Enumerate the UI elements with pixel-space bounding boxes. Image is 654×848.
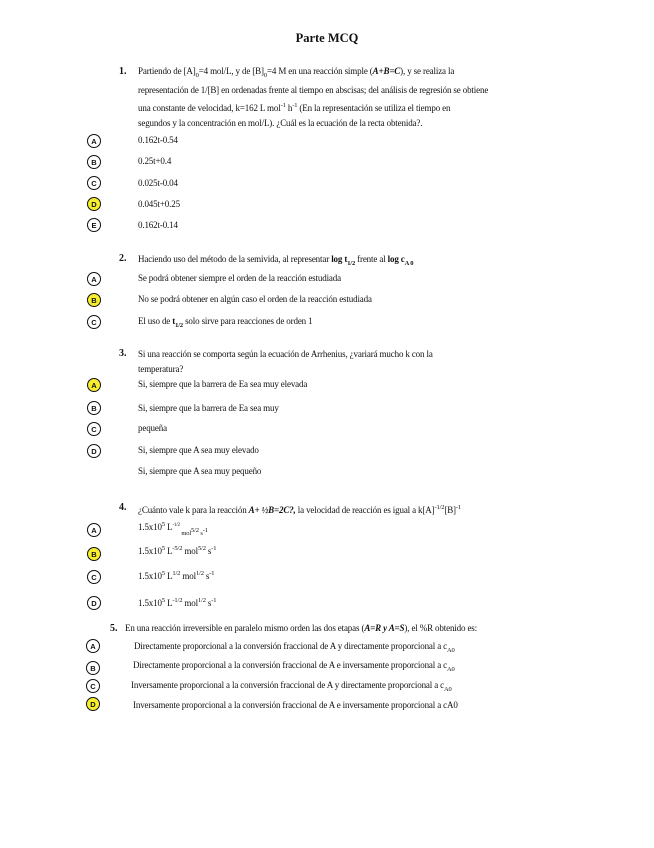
q5-d-text: Inversamente proporcional a la conversión fraccional de A e inversamente proporcional a cA0: [133, 700, 458, 710]
q4-d-u2: mol: [182, 598, 198, 608]
q2-c-text-a: El uso de: [138, 316, 173, 326]
q2-option-a-radio[interactable]: A: [87, 272, 101, 286]
q2-option-a-text: Se podrá obtener siempre el orden de la reacción estudiada: [138, 273, 341, 283]
q2-text-b: frente al: [355, 254, 388, 264]
q2-c-text-b: solo sirve para reacciones de orden 1: [182, 316, 313, 326]
question-2-text: [138, 252, 413, 271]
q1-option-a-text: 0.162t-0.54: [138, 135, 178, 145]
q4-b-base: 1.5x10: [138, 546, 162, 556]
q4-b-u1: L: [164, 546, 173, 556]
q4-option-c-radio[interactable]: C: [87, 570, 101, 584]
q5-option-b-text: [133, 660, 455, 673]
q5-option-d-text: [133, 700, 458, 710]
q3-option-e-text: Si, siempre que A sea muy pequeño: [138, 466, 262, 476]
q5-option-d-radio-selected[interactable]: D: [86, 697, 100, 711]
q1-option-e-radio[interactable]: E: [87, 218, 101, 232]
q4-option-a-text: [138, 521, 208, 535]
q1-line-4: segundos y la concentración en mol/L). ¿Cuál es la ecuación de la recta obtenida?.: [138, 117, 423, 128]
q1-option-c-text: 0.025t-0.04: [138, 178, 178, 188]
q5-text-a: En una reacción irreversible en paralelo mismo orden las dos etapas (: [125, 623, 365, 633]
q1-sup-2: -1: [292, 101, 298, 109]
q1-option-e-text: 0.162t-0.14: [138, 220, 178, 230]
q2-log-t: log t: [331, 254, 348, 264]
q1-option-d-radio-selected[interactable]: D: [87, 197, 101, 211]
q4-text-c: [B]: [444, 505, 456, 515]
q4-b-u3: s: [205, 546, 212, 556]
q4-b-u3e: -1: [211, 545, 217, 552]
question-1-number: 1.: [119, 66, 127, 77]
q1-option-a-radio[interactable]: A: [87, 134, 101, 148]
q2-option-b-radio-selected[interactable]: B: [87, 293, 101, 307]
q5-option-a-radio[interactable]: A: [86, 639, 100, 653]
q1-option-d-text: 0.045t+0.25: [138, 199, 180, 209]
q4-c-base: 1.5x10: [138, 571, 162, 581]
q4-d-u3: s: [205, 598, 212, 608]
q2-option-c-radio[interactable]: C: [87, 315, 101, 329]
q1-line-3c: (En la representación se utiliza el tiempo en: [297, 102, 451, 113]
q5-c-sub: A0: [444, 685, 452, 693]
question-4-text: [138, 500, 461, 518]
q4-a-u1: L: [164, 522, 173, 532]
question-3-number: 3.: [119, 348, 127, 359]
q4-a-u3e: -1: [202, 526, 208, 534]
q5-option-c-text: [131, 680, 452, 693]
q1-text-b: =4 mol/L, y de [B]: [198, 66, 264, 76]
q1-sub-b: 0: [263, 71, 267, 79]
q4-option-c-text: [138, 570, 214, 581]
question-5-number: 5.: [110, 623, 118, 634]
question-3-text: [138, 347, 433, 377]
q5-equation: A=R y A=S: [364, 623, 405, 633]
q4-sup-2: -1: [455, 504, 462, 511]
q2-c-t: t: [172, 316, 176, 326]
q3-option-c-text: pequeña: [138, 423, 167, 433]
q4-a-u3: s: [198, 529, 203, 537]
q1-line-3b: h: [285, 102, 293, 113]
q2-log-c-sub: A 0: [404, 259, 414, 267]
q1-option-b-radio[interactable]: B: [87, 155, 101, 169]
q1-line-3a: una constante de velocidad, k=162 L mol: [138, 102, 281, 113]
q4-option-b-text: [138, 545, 216, 556]
q4-a-u2e: 5/2: [191, 526, 199, 534]
q4-c-u1: L: [164, 571, 173, 581]
q4-c-exp: 5: [161, 570, 165, 577]
q4-d-base: 1.5x10: [138, 598, 162, 608]
q4-d-u1: L: [164, 598, 173, 608]
q1-equation: A+B=C: [372, 66, 401, 76]
question-2-number: 2.: [119, 253, 127, 264]
q4-option-b-radio-selected[interactable]: B: [87, 547, 101, 561]
page-title: Parte MCQ: [295, 31, 359, 45]
q3-option-a-text: Si, siempre que la barrera de Ea sea muy elevada: [138, 379, 308, 389]
q4-b-u2: mol: [182, 546, 198, 556]
q4-b-u1e: -5/2: [172, 545, 183, 552]
q2-option-b-text: No se podrá obtener en algún caso el orden de la reacción estudiada: [138, 294, 372, 304]
q5-b-text: Directamente proporcional a la conversión fraccional de A e inversamente proporcional a c: [133, 660, 448, 670]
q3-line-2: temperatura?: [138, 364, 184, 374]
q4-a-base: 1.5x10: [138, 522, 162, 532]
q2-option-c-text: [138, 316, 312, 329]
q1-option-c-radio[interactable]: C: [87, 176, 101, 190]
q3-option-b-text: Si, siempre que la barrera de Ea sea muy: [138, 403, 279, 413]
q5-b-sub: A0: [447, 665, 455, 673]
question-1-text: [138, 64, 568, 131]
q4-sup-1: -1/2: [434, 504, 445, 511]
q4-a-u1e: -1/2: [172, 523, 180, 528]
q4-b-exp: 5: [161, 545, 165, 552]
q4-equation: A+ ½B=2C?,: [248, 505, 296, 515]
q4-text-b: la velocidad de reacción es igual a k[A]: [295, 505, 435, 515]
q4-option-d-radio[interactable]: D: [87, 596, 101, 610]
q4-d-u1e: -1/2: [172, 597, 183, 604]
q5-option-a-text: [134, 641, 455, 654]
q4-c-u3e: -1: [209, 570, 215, 577]
q4-d-u2e: 1/2: [197, 597, 206, 604]
q2-text-a: Haciendo uso del método de la semivida, al representar: [138, 254, 332, 264]
q4-a-u2: mol: [179, 529, 192, 537]
q3-option-d-text: Si, siempre que A sea muy elevado: [138, 445, 259, 455]
q1-option-b-text: 0.25t+0.4: [138, 156, 172, 166]
q4-c-u3: s: [203, 571, 210, 581]
q4-d-u3e: -1: [211, 597, 217, 604]
q2-log-c: log c: [387, 254, 405, 264]
q4-c-u2: mol: [180, 571, 196, 581]
question-5-text: [125, 621, 477, 636]
q4-option-d-text: [138, 597, 216, 608]
q5-a-text: Directamente proporcional a la conversión fraccional de A y directamente proporcional a c: [134, 641, 448, 651]
q1-sub-a: 0: [195, 71, 199, 79]
q5-option-c-radio[interactable]: C: [86, 679, 100, 693]
q4-d-exp: 5: [161, 597, 165, 604]
q1-text-d: ), y se realiza la: [400, 66, 455, 76]
q3-option-a-radio-selected[interactable]: A: [87, 378, 101, 392]
q4-b-u2e: 5/2: [197, 545, 206, 552]
q1-text-a: Partiendo de [A]: [138, 66, 196, 76]
q3-option-b-radio[interactable]: B: [87, 401, 101, 415]
q4-a-exp: 5: [161, 521, 165, 528]
q1-text-c: =4 M en una reacción simple (: [266, 66, 373, 76]
q5-option-b-radio[interactable]: B: [86, 661, 100, 675]
q5-c-text: Inversamente proporcional a la conversión fraccional de A y directamente proporcional a c: [131, 680, 445, 690]
q4-option-a-radio[interactable]: A: [87, 523, 101, 537]
q4-c-u2e: 1/2: [195, 570, 204, 577]
q3-option-d-radio[interactable]: D: [87, 444, 101, 458]
q1-line-2: representación de 1/[B] en ordenadas frente al tiempo en abscisas; del análisis de regresión se obtiene: [138, 84, 489, 95]
q5-a-sub: A0: [447, 646, 455, 654]
q5-text-b: ), el %R obtenido es:: [404, 623, 477, 633]
q3-option-c-radio[interactable]: C: [87, 422, 101, 436]
question-4-number: 4.: [119, 502, 127, 513]
q4-text-a: ¿Cuánto vale k para la reacción: [138, 505, 249, 515]
q4-c-u1e: 1/2: [172, 570, 181, 577]
q3-line-1: Si una reacción se comporta según la ecuación de Arrhenius, ¿variará mucho k con la: [138, 349, 433, 359]
q2-log-t-sub: 1/2: [347, 259, 356, 267]
q2-c-t-sub: 1/2: [175, 321, 183, 329]
q1-sup-1: -1: [280, 101, 286, 109]
